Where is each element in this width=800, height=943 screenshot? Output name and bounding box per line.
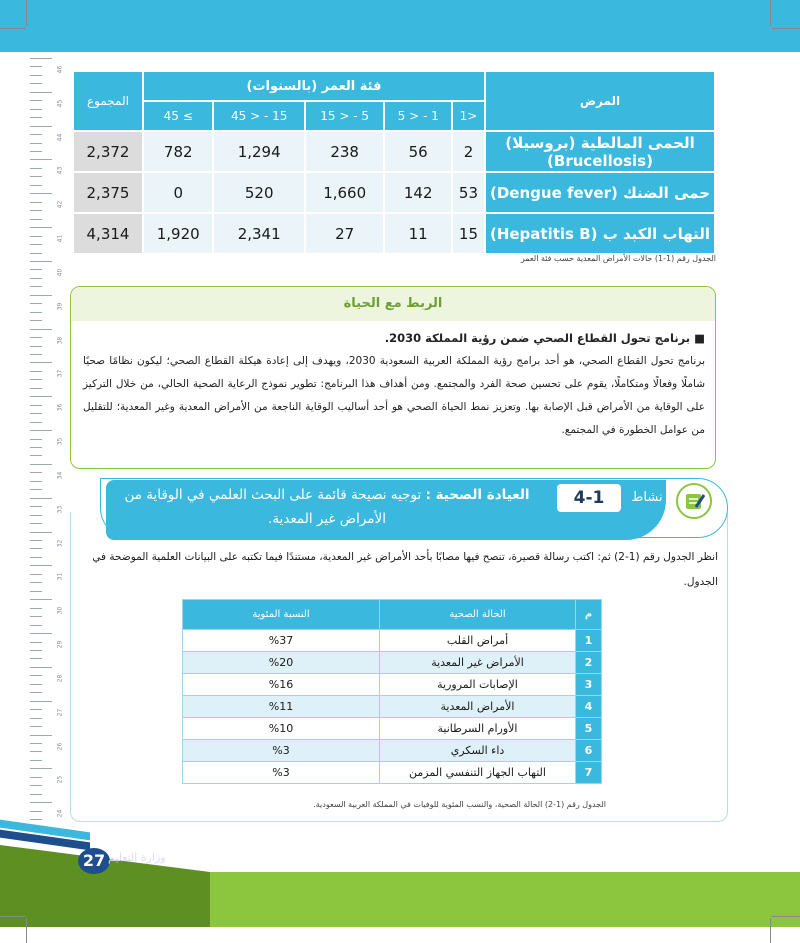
ruler-tick (30, 582, 42, 583)
ruler-number: 30 (56, 606, 64, 615)
disease-name: التهاب الكبد ب (Hepatitis B) (485, 213, 715, 254)
ruler-tick (30, 346, 42, 347)
ruler-tick (30, 472, 42, 473)
activity-title-bold: العيادة الصحية : (425, 487, 530, 503)
table-row (73, 172, 715, 213)
ruler-number: 41 (56, 234, 64, 243)
condition-cell: التهاب الجهاز التنفسي المزمن (380, 762, 576, 784)
ruler-tick (30, 83, 42, 84)
life-box-body (83, 327, 705, 442)
activity-number: 4-1 (557, 484, 621, 512)
ruler-number: 33 (56, 505, 64, 514)
activity-instructions: انظر الجدول رقم (1-2) ثم: اكتب رسالة قصيرة، تنصح فيها مصابًا بأحد الأمراض غير المعدية، مستندًا فيما تكتبه على البيانات العلمية الموضحة في الجدول. (92, 551, 718, 588)
ruler-tick (30, 362, 52, 363)
ruler-tick (30, 92, 52, 93)
disease-name: حمى الضنك (Dengue fever) (485, 172, 715, 213)
top-header-band (0, 0, 800, 52)
table-cell: 520 (213, 172, 304, 213)
activity-label: نشاط (631, 490, 663, 505)
table-cell: 238 (305, 131, 385, 172)
ruler-tick (30, 422, 42, 423)
index-header: م (576, 600, 602, 630)
ruler-tick (30, 236, 42, 237)
ruler-tick (30, 193, 52, 194)
ruler-number: 38 (56, 336, 64, 344)
ruler-tick (30, 455, 42, 456)
table1-caption: الجدول رقم (1-1) حالات الأمراض المعدية حسب فئة العمر (520, 254, 716, 263)
condition-cell: أمراض القلب (380, 630, 576, 652)
ruler-tick (30, 337, 42, 338)
ruler-tick (30, 642, 42, 643)
ruler-tick (30, 760, 42, 761)
ruler-tick (30, 735, 52, 736)
percent-cell: %3 (183, 740, 380, 762)
ruler-number: 31 (56, 573, 64, 581)
total-cell: 2,372 (73, 131, 143, 172)
condition-cell: الأمراض المعدية (380, 696, 576, 718)
ruler-number: 37 (56, 370, 64, 378)
ruler-tick (30, 540, 42, 541)
crop-mark (0, 28, 26, 29)
ruler-tick (30, 523, 42, 524)
ruler-tick (30, 599, 52, 600)
ruler-tick (30, 658, 42, 659)
ruler-tick (30, 701, 52, 702)
ruler-tick (30, 743, 42, 744)
ruler-tick (30, 109, 42, 110)
life-box-paragraph: برنامج تحول القطاع الصحي، هو أحد برامج رؤية المملكة العربية السعودية 2030، ويهدف إلى إعادة هيكلة القطاع الصحي؛ ليكون نظامًا صحيًا شاملًا وفعالًا ومتكاملًا، يقوم على تحسين صحة الفرد والمجتمع. ومن أهداف هذا البرنامج: تطوير نموذج الرعاية الصحية الحالي، من خلال التركيز على الوقاية من الأمراض قبل الإصابة بها. وتعزيز نمط الحياة الصحي هو أحد أساليب الوقاية الناجعة من الأمراض المعدية وغير المعدية؛ للتقليل من عوامل الخطورة في المجتمع. (83, 355, 705, 436)
ruler-tick (30, 777, 42, 778)
ruler-tick (30, 650, 42, 651)
condition-header: الحالة الصحية (380, 600, 576, 630)
ruler-tick (30, 405, 42, 406)
ruler-tick (30, 608, 42, 609)
crop-mark (770, 0, 771, 26)
ruler-number: 34 (56, 471, 64, 480)
table-row (183, 696, 602, 718)
ruler-tick (30, 591, 42, 592)
ruler-tick (30, 506, 42, 507)
ruler-tick (30, 168, 42, 169)
crop-mark (0, 916, 26, 917)
table-cell: 1,920 (143, 213, 213, 254)
ruler-tick (30, 66, 42, 67)
ruler-tick (30, 371, 42, 372)
ruler-tick (30, 515, 42, 516)
percent-cell: %16 (183, 674, 380, 696)
ruler-number: 39 (56, 302, 64, 311)
crop-mark (770, 918, 771, 943)
condition-cell: داء السكري (380, 740, 576, 762)
ruler-tick (30, 692, 42, 693)
ruler-tick (30, 134, 42, 135)
ruler-tick (30, 269, 42, 270)
ruler-tick (30, 100, 42, 101)
ruler-tick (30, 286, 42, 287)
ruler-tick (30, 143, 42, 144)
ruler-tick (30, 278, 42, 279)
ruler-tick (30, 557, 42, 558)
ruler-tick (30, 295, 52, 296)
table-row (183, 674, 602, 696)
ruler-number: 32 (56, 539, 64, 547)
total-header: المجموع (73, 71, 143, 131)
ruler-tick (30, 303, 42, 304)
ruler-number: 26 (56, 742, 64, 750)
age-col-header: 5 - < 15 (305, 101, 385, 131)
ruler-tick (30, 794, 42, 795)
row-index: 3 (576, 674, 602, 696)
ruler-tick (30, 489, 42, 490)
health-status-table (182, 599, 602, 784)
table-row (183, 718, 602, 740)
table-cell: 1,660 (305, 172, 385, 213)
table-cell: 11 (384, 213, 452, 254)
crop-mark (772, 28, 800, 29)
disease-header: المرض (485, 71, 715, 131)
ruler-tick (30, 176, 42, 177)
ruler-tick (30, 185, 42, 186)
ruler-number: 35 (56, 437, 64, 446)
age-col-header: 15 - < 45 (213, 101, 304, 131)
ruler-tick (30, 684, 42, 685)
row-index: 1 (576, 630, 602, 652)
ruler-tick (30, 768, 52, 769)
ruler-tick (30, 439, 42, 440)
ruler-tick (30, 430, 52, 431)
table-row (183, 740, 602, 762)
table-row (183, 652, 602, 674)
ruler-number: 40 (56, 268, 64, 277)
ruler-tick (30, 210, 42, 211)
total-cell: 4,314 (73, 213, 143, 254)
activity-title (112, 483, 542, 531)
table-cell: 56 (384, 131, 452, 172)
life-box-lead: ■ برنامج تحول القطاع الصحي ضمن رؤية المملكة 2030. (384, 331, 705, 345)
table-row (73, 131, 715, 172)
ruler-tick (30, 312, 42, 313)
condition-cell: الأمراض غير المعدية (380, 652, 576, 674)
ruler-tick (30, 447, 42, 448)
ruler-number: 27 (56, 708, 64, 717)
ruler-number: 45 (56, 99, 64, 108)
table-row (183, 762, 602, 784)
percent-cell: %10 (183, 718, 380, 740)
ruler-tick (30, 464, 52, 465)
ruler-tick (30, 253, 42, 254)
ruler-tick (30, 261, 52, 262)
ruler-tick (30, 667, 52, 668)
ruler-tick (30, 811, 42, 812)
ruler-tick (30, 565, 52, 566)
ruler-tick (30, 354, 42, 355)
ruler-tick (30, 75, 42, 76)
ruler-tick (30, 802, 52, 803)
page-ruler (30, 58, 64, 836)
table-row (73, 213, 715, 254)
percent-cell: %20 (183, 652, 380, 674)
ruler-tick (30, 396, 52, 397)
disease-age-table (72, 70, 716, 255)
table-cell: 1,294 (213, 131, 304, 172)
age-col-header: 1 - < 5 (384, 101, 452, 131)
ruler-tick (30, 413, 42, 414)
ruler-number: 44 (56, 133, 64, 141)
ruler-tick (30, 481, 42, 482)
disease-name: الحمى المالطية (بروسيلا) (Brucellosis) (485, 131, 715, 172)
age-group-header: فئة العمر (بالسنوات) (143, 71, 485, 101)
ruler-number: 46 (56, 65, 64, 74)
table-cell: 142 (384, 172, 452, 213)
ruler-tick (30, 388, 42, 389)
ruler-tick (30, 329, 52, 330)
ruler-tick (30, 219, 42, 220)
page-number: 27 (78, 848, 110, 874)
table-cell: 2,341 (213, 213, 304, 254)
table-row (183, 630, 602, 652)
crop-mark (772, 916, 800, 917)
row-index: 5 (576, 718, 602, 740)
ruler-tick (30, 819, 42, 820)
ruler-tick (30, 718, 42, 719)
ruler-number: 42 (56, 200, 64, 209)
table-cell: 0 (143, 172, 213, 213)
ruler-tick (30, 675, 42, 676)
ruler-number: 28 (56, 674, 64, 683)
ruler-tick (30, 320, 42, 321)
ruler-tick (30, 227, 52, 228)
ruler-tick (30, 202, 42, 203)
percent-header: النسبة المئوية (183, 600, 380, 630)
ruler-tick (30, 379, 42, 380)
table-cell: 782 (143, 131, 213, 172)
ruler-tick (30, 58, 52, 59)
ruler-number: 25 (56, 776, 64, 784)
table-cell: 2 (452, 131, 485, 172)
crop-mark (26, 918, 27, 943)
ruler-tick (30, 785, 42, 786)
ruler-tick (30, 616, 42, 617)
table2-caption: الجدول رقم (1-2) الحالة الصحية، والنسب المئوية للوفيات في المملكة العربية السعودية. (313, 800, 606, 809)
pencil-notebook-icon (676, 483, 712, 519)
row-index: 2 (576, 652, 602, 674)
ruler-tick (30, 244, 42, 245)
ruler-tick (30, 709, 42, 710)
table-cell: 15 (452, 213, 485, 254)
table-cell: 27 (305, 213, 385, 254)
ruler-tick (30, 751, 42, 752)
ruler-tick (30, 151, 42, 152)
ruler-number: 24 (56, 809, 64, 818)
row-index: 7 (576, 762, 602, 784)
condition-cell: الأورام السرطانية (380, 718, 576, 740)
row-index: 6 (576, 740, 602, 762)
condition-cell: الإصابات المرورية (380, 674, 576, 696)
ruler-tick (30, 726, 42, 727)
ruler-tick (30, 117, 42, 118)
ruler-number: 43 (56, 167, 64, 175)
life-connection-box (70, 286, 716, 469)
ruler-tick (30, 548, 42, 549)
ministry-logo-text: وزارة التعليم (108, 851, 166, 864)
row-index: 4 (576, 696, 602, 718)
ruler-tick (30, 159, 52, 160)
total-cell: 2,375 (73, 172, 143, 213)
ruler-tick (30, 532, 52, 533)
ruler-tick (30, 625, 42, 626)
percent-cell: %11 (183, 696, 380, 718)
ruler-number: 29 (56, 640, 64, 649)
table-cell: 53 (452, 172, 485, 213)
life-box-title: الربط مع الحياة (71, 287, 715, 321)
ruler-tick (30, 633, 52, 634)
crop-mark (26, 0, 27, 26)
activity-title-text: توجيه نصيحة قائمة على البحث العلمي في الوقاية من الأمراض غير المعدية. (124, 487, 422, 527)
age-col-header: <1 (452, 101, 485, 131)
percent-cell: %3 (183, 762, 380, 784)
ruler-tick (30, 498, 52, 499)
ruler-tick (30, 574, 42, 575)
ruler-tick (30, 126, 52, 127)
age-col-header: ≥ 45 (143, 101, 213, 131)
percent-cell: %37 (183, 630, 380, 652)
ruler-number: 36 (56, 403, 64, 412)
